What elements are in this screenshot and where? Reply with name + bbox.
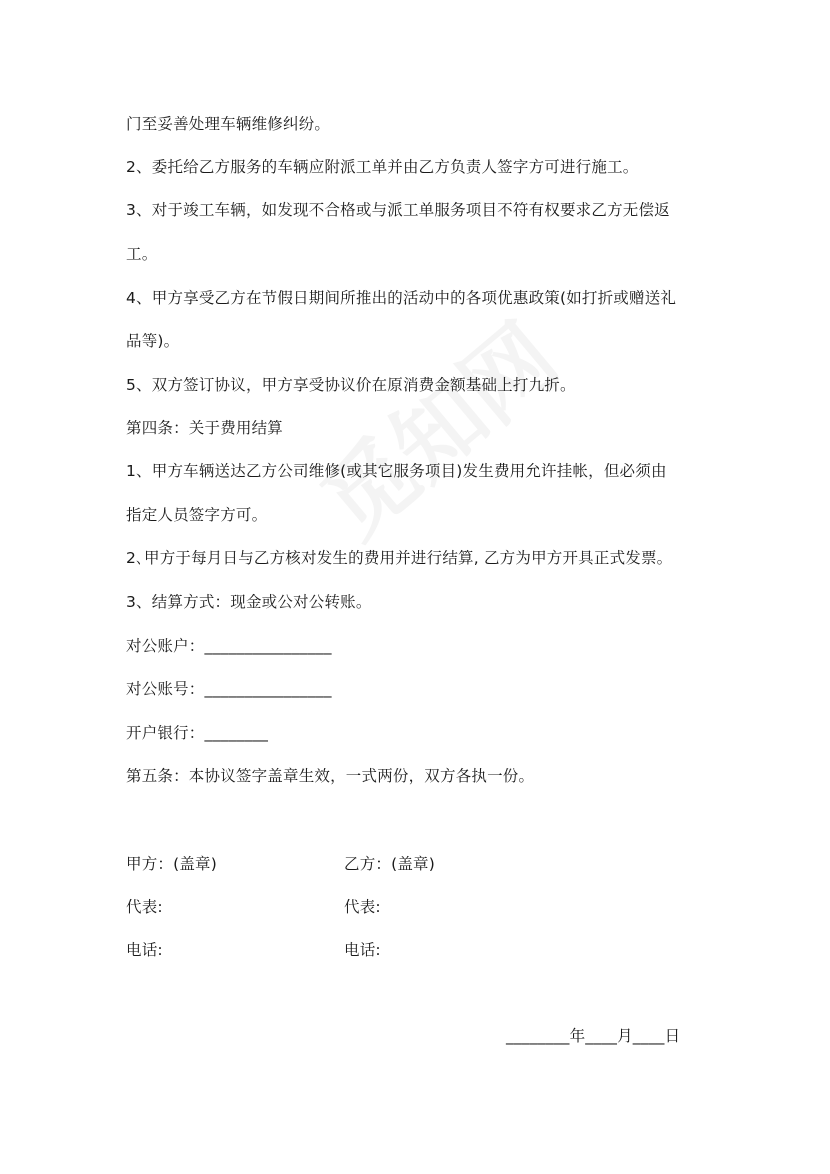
doc-line-9: 1、甲方车辆送达乙方公司维修(或其它服务项目)发生费用允许挂帐，但必须由: [126, 462, 667, 480]
party-b-phone: 电话:: [344, 941, 381, 959]
doc-line-10: 指定人员签字方可。: [126, 506, 268, 524]
doc-line-1: 门至妥善处理车辆维修纠纷。: [126, 115, 331, 133]
doc-line-5: 4、甲方享受乙方在节假日期间所推出的活动中的各项优惠政策(如打折或赠送礼: [126, 289, 677, 307]
party-a-seal: 甲方：(盖章): [126, 855, 217, 873]
party-a-representative: 代表:: [126, 898, 163, 916]
party-a-phone: 电话:: [126, 941, 163, 959]
section-heading-4: 第四条：关于费用结算: [126, 419, 284, 437]
bank-account-name-field: 对公账户：________________: [126, 637, 332, 655]
party-b-seal: 乙方：(盖章): [344, 855, 435, 873]
section-heading-5: 第五条：本协议签字盖章生效，一式两份，双方各执一份。: [126, 767, 535, 785]
doc-line-12: 3、结算方式：现金或公对公转账。: [126, 593, 372, 611]
doc-line-2: 2、委托给乙方服务的车辆应附派工单并由乙方负责人签字方可进行施工。: [126, 158, 639, 176]
doc-line-7: 5、双方签订协议，甲方享受协议价在原消费金额基础上打九折。: [126, 376, 576, 394]
doc-line-11: 2､甲方于每月日与乙方核对发生的费用并进行结算, 乙方为甲方开具正式发票。: [126, 549, 673, 567]
doc-line-6: 品等)。: [126, 332, 180, 350]
bank-name-field: 开户银行：________: [126, 724, 269, 742]
doc-line-4: 工。: [126, 245, 158, 263]
signing-date: ________年____月____日: [506, 1027, 681, 1045]
party-b-representative: 代表:: [344, 898, 381, 916]
bank-account-number-field: 对公账号：________________: [126, 680, 332, 698]
watermark: [290, 288, 580, 561]
doc-line-3: 3、对于竣工车辆，如发现不合格或与派工单服务项目不符有权要求乙方无偿返: [126, 201, 670, 219]
